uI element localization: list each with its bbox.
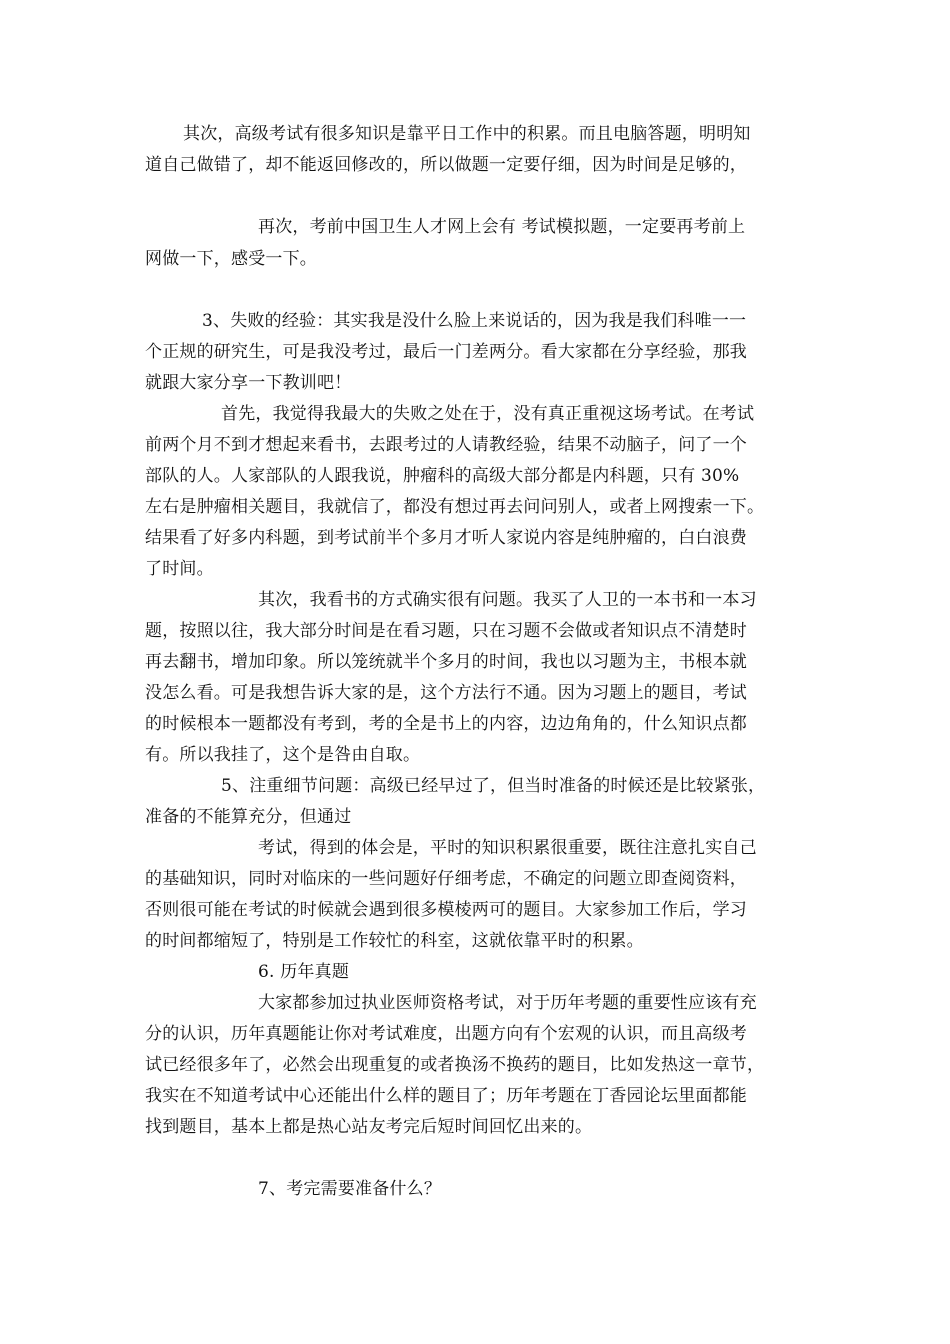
text-line: 否则很可能在考试的时候就会遇到很多模棱两可的题目。大家参加工作后，学习: [145, 900, 747, 920]
text-line: 再次，考前中国卫生人才网上会有 考试模拟题，一定要再考前上: [258, 217, 746, 237]
text-line: 考试，得到的体会是，平时的知识积累很重要，既往注意扎实自己: [258, 838, 757, 858]
text-line: 左右是肿瘤相关题目，我就信了，都没有想过再去问问别人，或者上网搜索一下。: [145, 497, 765, 517]
text-line: 找到题目，基本上都是热心站友考完后短时间回忆出来的。: [145, 1117, 593, 1137]
section-heading: 6. 历年真题: [258, 962, 350, 982]
text-line: 个正规的研究生，可是我没考过，最后一门差两分。看大家都在分享经验，那我: [145, 342, 747, 362]
text-line: 的时间都缩短了，特别是工作较忙的科室，这就依靠平时的积累。: [145, 931, 644, 951]
text-line: 3、失败的经验：其实我是没什么脸上来说话的，因为我是我们科唯一一: [202, 311, 747, 331]
text-line: 分的认识，历年真题能让你对考试难度，出题方向有个宏观的认识，而且高级考: [145, 1024, 747, 1044]
text-line: 有。所以我挂了，这个是咎由自取。: [145, 745, 421, 765]
text-line: 再去翻书，增加印象。所以笼统就半个多月的时间，我也以习题为主，书根本就: [145, 652, 747, 672]
text-line: 首先，我觉得我最大的失败之处在于，没有真正重视这场考试。在考试: [221, 404, 755, 424]
text-line: 了时间。: [145, 559, 214, 579]
text-line: 其次，高级考试有很多知识是靠平日工作中的积累。而且电脑答题，明明知: [183, 124, 751, 144]
text-line: 网做一下，感受一下。: [145, 249, 317, 269]
text-line: 的基础知识，同时对临床的一些问题好仔细考虑，不确定的问题立即查阅资料，: [145, 869, 747, 889]
text-line: 没怎么看。可是我想告诉大家的是，这个方法行不通。因为习题上的题目，考试: [145, 683, 747, 703]
text-line: 其次，我看书的方式确实很有问题。我买了人卫的一本书和一本习: [258, 590, 757, 610]
text-line: 题，按照以往，我大部分时间是在看习题，只在习题不会做或者知识点不清楚时: [145, 621, 747, 641]
text-line: 的时候根本一题都没有考到，考的全是书上的内容，边边角角的，什么知识点都: [145, 714, 747, 734]
text-line: 结果看了好多内科题，到考试前半个多月才听人家说内容是纯肿瘤的，白白浪费: [145, 528, 747, 548]
text-line: 我实在不知道考试中心还能出什么样的题目了；历年考题在丁香园论坛里面都能: [145, 1086, 747, 1106]
text-line: 前两个月不到才想起来看书，去跟考过的人请教经验，结果不动脑子，问了一个: [145, 435, 747, 455]
section-heading: 7、考完需要准备什么？: [258, 1179, 442, 1199]
text-line: 大家都参加过执业医师资格考试，对于历年考题的重要性应该有充: [258, 993, 757, 1013]
text-line: 部队的人。人家部队的人跟我说，肿瘤科的高级大部分都是内科题，只有 30%: [145, 466, 740, 486]
text-line: 试已经很多年了，必然会出现重复的或者换汤不换药的题目，比如发热这一章节，: [145, 1055, 765, 1075]
text-line: 准备的不能算充分，但通过: [145, 807, 352, 827]
text-line: 就跟大家分享一下教训吧！: [145, 373, 352, 393]
text-line: 道自己做错了，却不能返回修改的，所以做题一定要仔细，因为时间是足够的，: [145, 155, 747, 175]
text-line: 5、注重细节问题：高级已经早过了，但当时准备的时候还是比较紧张，: [221, 776, 766, 796]
